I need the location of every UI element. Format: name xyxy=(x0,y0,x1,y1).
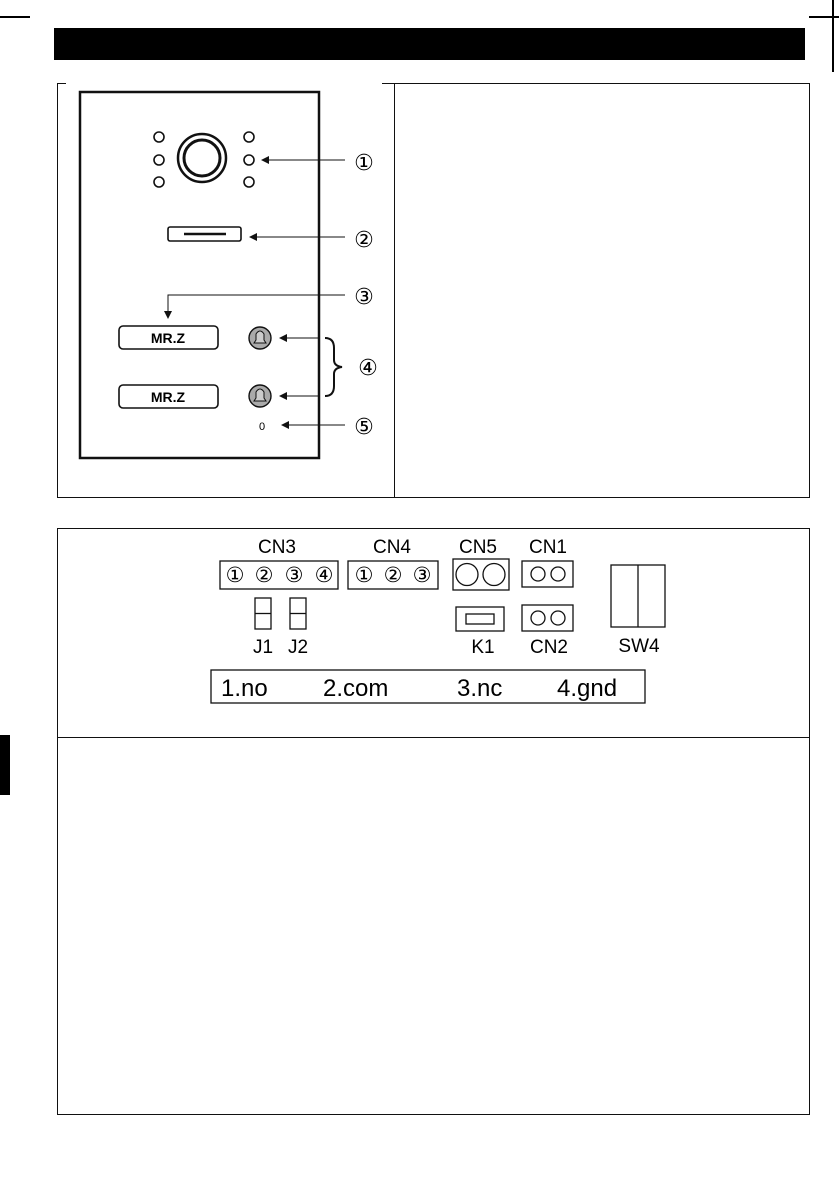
cn3-pin: ① xyxy=(225,563,245,587)
j2-label: J2 xyxy=(287,637,309,658)
cn4-label: CN4 xyxy=(372,537,412,558)
cn4-pin: ③ xyxy=(412,563,432,587)
nameplate-text: MR.Z xyxy=(150,330,186,346)
callout-3: ③ xyxy=(354,285,374,310)
cn4-pin: ② xyxy=(383,563,403,587)
cn4-pin: ① xyxy=(354,563,374,587)
callout-2: ② xyxy=(354,228,374,253)
led-indicator: 0 xyxy=(258,421,266,433)
box-divider xyxy=(57,737,810,738)
callout-1: ① xyxy=(354,151,374,176)
cn3-pin: ③ xyxy=(284,563,304,587)
k1-label: K1 xyxy=(471,637,495,658)
cn3-label: CN3 xyxy=(257,537,297,558)
callout-5: ⑤ xyxy=(354,415,374,440)
legend-item: 2.com xyxy=(323,675,389,702)
edge-tab xyxy=(0,735,10,795)
legend-item: 1.no xyxy=(221,675,268,702)
cn5-label: CN5 xyxy=(458,537,498,558)
cn3-pin: ④ xyxy=(314,563,334,587)
j1-label: J1 xyxy=(252,637,274,658)
cn3-pin: ② xyxy=(254,563,274,587)
legend-item: 3.nc xyxy=(457,675,503,702)
legend-item: 4.gnd xyxy=(557,675,618,702)
callout-4: ④ xyxy=(358,356,378,381)
cn1-label: CN1 xyxy=(528,537,568,558)
nameplate-text: MR.Z xyxy=(150,389,186,405)
cn2-label: CN2 xyxy=(529,637,569,658)
sw4-label: SW4 xyxy=(618,636,660,657)
